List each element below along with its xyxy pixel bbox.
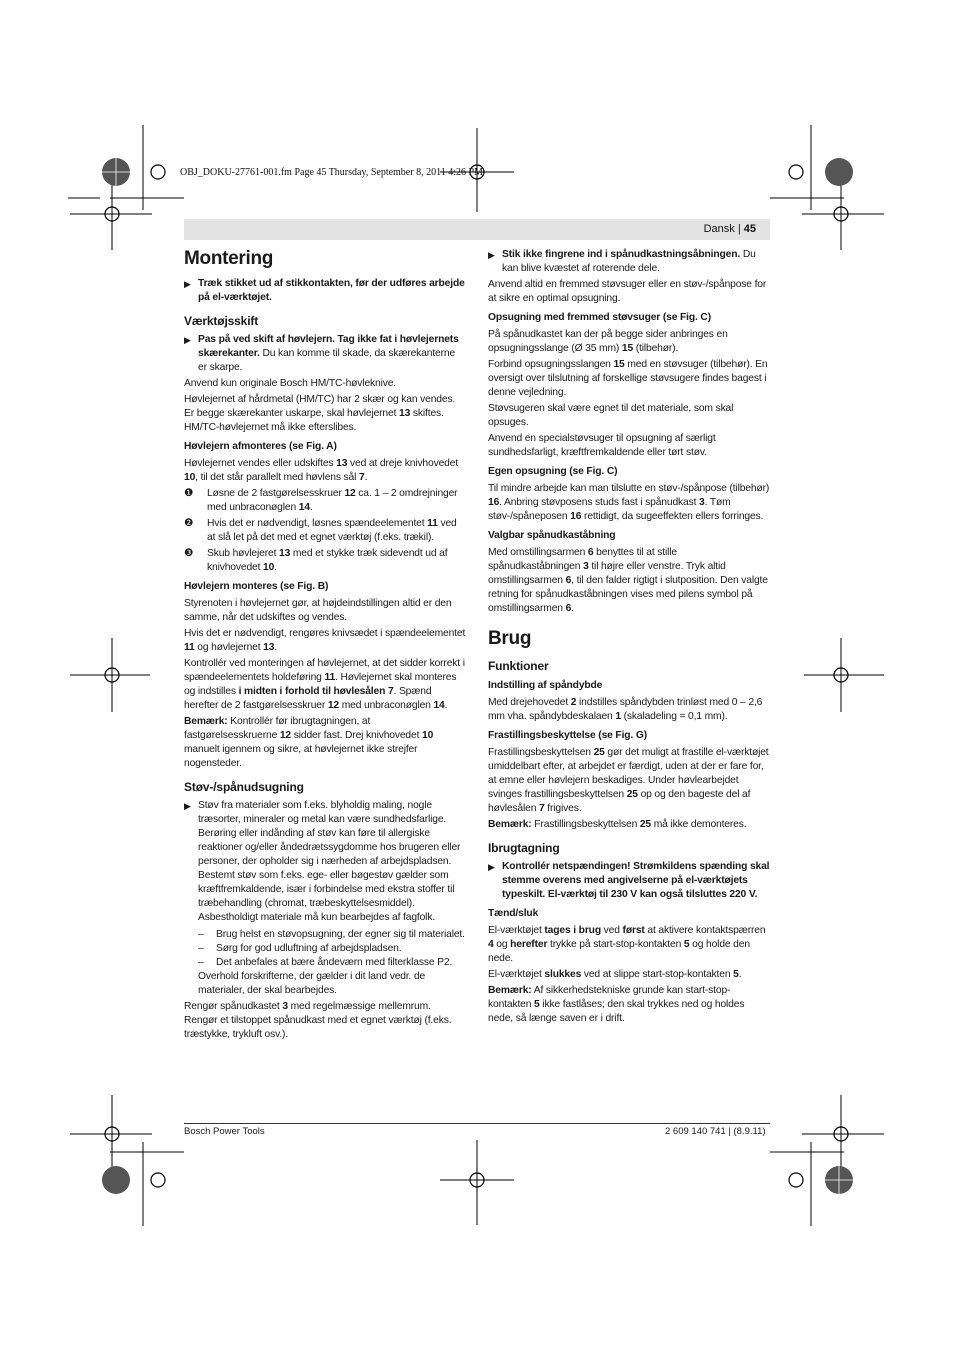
arrow-bullet-icon: ▶ [184, 279, 191, 289]
footer-divider [184, 1123, 770, 1124]
paragraph: Med drejehovedet 2 indstilles spåndybden trinløst med 0 – 2,6 mm vha. spåndybdeskalaen 1 (skaladeling = 0,1 mm). [488, 697, 763, 722]
footer-brand: Bosch Power Tools [184, 1126, 265, 1137]
header-separator: | [734, 223, 744, 235]
warning-item: ▶ Støv fra materialer som f.eks. blyholdig maling, nogle træsorter, mineraler og metal kan være sundhedsfarlige. Berøring eller indånding af støv kan føre til allergiske reaktioner og/eller åndedrætssygdomme hos brugeren eller personer, der opholder sig i nærheden af arbejdspladsen. Bestemt støv som f.eks. ege- eller bøgestøv gælder som kræftfremkaldende, især i forbindelse med ekstra stoffer til træbehandling (chromat, træbeskyttelsesmiddel). Asbestholdigt materiale må kun bearbejdes af fagfolk. [184, 800, 461, 923]
list-item: – Brug helst en støvopsugning, der egner sig til materialet. [198, 929, 465, 940]
paragraph: Med omstillingsarmen 6 benyttes til at stille spånudkaståbningen 3 til højre eller venstre. Tryk altid omstillingsarmen 6, til den falder rigtigt i slutposition. Den valgte retning for spånudkaståbningen vises med pilens symbol på omstillingsarmen 6. [488, 547, 768, 614]
paragraph: Anvend kun originale Bosch HM/TC-høvleknive. [184, 378, 397, 389]
paragraph: Til mindre arbejde kan man tilslutte en støv-/spånpose (tilbehør) 16. Anbring støvposens studs fast i spånudkast 3. Tøm støv-/spåneposen 16 rettidigt, da sugeeffekten ellers forringes. [488, 483, 770, 522]
paragraph: Høvlejernet vendes eller udskiftes 13 ved at dreje knivhovedet 10, til det står parallelt med høvlens sål 7. [184, 458, 459, 483]
page-header [184, 219, 770, 240]
note: Bemærk: Af sikkerhedstekniske grunde kan start-stop-kontakten 5 ikke fastlåses; den skal trykkes ned og holdes nede, så længe saven er i drift. [488, 985, 745, 1024]
page-number: 45 [743, 223, 756, 235]
heading-egen-opsugning: Egen opsugning (se Fig. C) [488, 466, 618, 477]
arrow-bullet-icon: ▶ [488, 862, 495, 872]
heading-afmontering: Høvlejern afmonteres (se Fig. A) [184, 441, 337, 452]
header-language: Dansk [703, 223, 735, 235]
paragraph: Hvis det er nødvendigt, rengøres knivsædet i spændeelementet 11 og høvlejernet 13. [184, 628, 466, 653]
paragraph: Anvend en specialstøvsuger til opsugning af særligt sundhedsfarligt, kræftfremkaldende eller tørt støv. [488, 433, 716, 458]
subsection-title-ibrugtagning: Ibrugtagning [488, 841, 560, 855]
list-item: – Det anbefales at bære åndeværn med filterklasse P2. [198, 957, 453, 968]
paragraph: El-værktøjet tages i brug ved først at aktivere kontaktspærren 4 og herefter trykke på start-stop-kontakten 5 og holde den nede. [488, 925, 766, 964]
heading-frastilling: Frastillingsbeskyttelse (se Fig. G) [488, 730, 647, 741]
step-2-icon: ❷ [184, 518, 194, 529]
note: Bemærk: Kontrollér før ibrugtagningen, at fastgørelsesskruerne 12 sidder fast. Drej knivhovedet 10 manuelt igennem og sikre, at høvlejernet ikke strejfer nogensteder. [184, 716, 434, 769]
warning-item: ▶ Pas på ved skift af høvlejern. Tag ikke fat i høvlejernets skærekanter. Du kan komme til skade, da skærekanterne er skarpe. [184, 334, 459, 373]
paragraph: Forbind opsugningsslangen 15 med en støvsuger (tilbehør). En oversigt over tilslutning af forskellige støvsugere findes bagest i denne vejledning. [488, 359, 768, 398]
arrow-bullet-icon: ▶ [488, 250, 495, 260]
section-title-brug: Brug [488, 628, 532, 649]
warning-item: ▶ Træk stikket ud af stikkontakten, før der udføres arbejde på el-værktøjet. [184, 278, 465, 303]
step-1: ❶ Løsne de 2 fastgørelsesskruer 12 ca. 1 – 2 omdrejninger med unbraconøglen 14. [184, 488, 458, 513]
right-column [488, 248, 770, 1028]
section-title-montering: Montering [184, 248, 274, 269]
heading-valgbar: Valgbar spånudkaståbning [488, 530, 616, 541]
heading-spaandybde: Indstilling af spåndybde [488, 680, 603, 691]
paragraph: Kontrollér ved monteringen af høvlejernet, at det sidder korrekt i spændeelementets holdeføring 11. Høvlejernet skal monteres og indstilles i midten i forhold til høvlesålen 7. Spænd herefter de 2 fastgørelsesskruer 12 med unbraconøglen 14. [184, 658, 465, 711]
paragraph: Høvlejernet af hårdmetal (HM/TC) har 2 skær og kan vendes. Er begge skærekanter uskarpe, skal høvlejernet 13 skiftes. HM/TC-høvlejernet må ikke efterslibes. [184, 394, 456, 433]
heading-opsugning: Opsugning med fremmed støvsuger (se Fig. C) [488, 312, 711, 323]
file-slug: OBJ_DOKU-27761-001.fm Page 45 Thursday, September 8, 2011 4:26 PM [180, 167, 483, 178]
heading-montering-b: Høvlejern monteres (se Fig. B) [184, 581, 329, 592]
paragraph: På spånudkastet kan der på begge sider anbringes en opsugningsslange (Ø 35 mm) 15 (tilbehør). [488, 329, 728, 354]
header-label [704, 223, 756, 235]
step-3: ❸ Skub høvlejeret 13 med et stykke træk sidevendt ud af knivhovedet 10. [184, 548, 448, 573]
subsection-title-stoev: Støv-/spånudsugning [184, 780, 304, 794]
left-column [184, 248, 466, 1044]
warning-item: ▶ Stik ikke fingrene ind i spånudkastningsåbningen. Du kan blive kvæstet af roterende dele. [488, 249, 756, 274]
footer-doc-number: 2 609 140 741 | (8.9.11) [665, 1126, 766, 1137]
paragraph: El-værktøjet slukkes ved at slippe start-stop-kontakten 5. [488, 969, 742, 980]
heading-taend-sluk: Tænd/sluk [488, 908, 539, 919]
step-2: ❷ Hvis det er nødvendigt, løsnes spændeelementet 11 ved at slå let på det med et egnet værktøj (f.eks. trækil). [184, 518, 457, 543]
step-1-icon: ❶ [184, 488, 194, 499]
paragraph: Styrenoten i høvlejernet gør, at højdeindstillingen altid er den samme, når det udskiftes og vendes. [184, 598, 452, 623]
subsection-title-funktioner: Funktioner [488, 659, 549, 673]
step-3-icon: ❸ [184, 548, 194, 559]
arrow-bullet-icon: ▶ [184, 801, 191, 811]
paragraph: Støvsugeren skal være egnet til det materiale, som skal opsuges. [488, 403, 734, 428]
list-item: – Sørg for god udluftning af arbejdspladsen. [198, 943, 402, 954]
warning-item: ▶ Kontrollér netspændingen! Strømkildens spænding skal stemme overens med angivelserne på el-værktøjets typeskilt. El-værktøj til 230 V kan også tilsluttes 220 V. [488, 861, 770, 900]
paragraph: Frastillingsbeskyttelsen 25 gør det muligt at frastille el-værktøjet umiddelbart efter, at arbejdet er færdigt, uden at der er fare for, at emne eller høvlejern beskadiges. Under høvlearbejdet svinges frastillingsbeskyttelsen 25 op og den bageste del af høvlesålen 7 frigives. [488, 747, 769, 814]
note: Bemærk: Frastillingsbeskyttelsen 25 må ikke demonteres. [488, 819, 747, 830]
subsection-title-vaerktojsskift: Værktøjsskift [184, 314, 259, 328]
paragraph: Rengør spånudkastet 3 med regelmæssige mellemrum. Rengør et tilstoppet spånudkast med et egnet værktøj (f.eks. træstykke, trykluft osv.). [184, 1001, 452, 1040]
paragraph: Anvend altid en fremmed støvsuger eller en støv-/spånpose for at sikre en optimal opsugning. [488, 279, 767, 304]
paragraph: Overhold forskrifterne, der gælder i dit land vedr. de materialer, der skal bearbejdes. [198, 971, 426, 996]
arrow-bullet-icon: ▶ [184, 335, 191, 345]
